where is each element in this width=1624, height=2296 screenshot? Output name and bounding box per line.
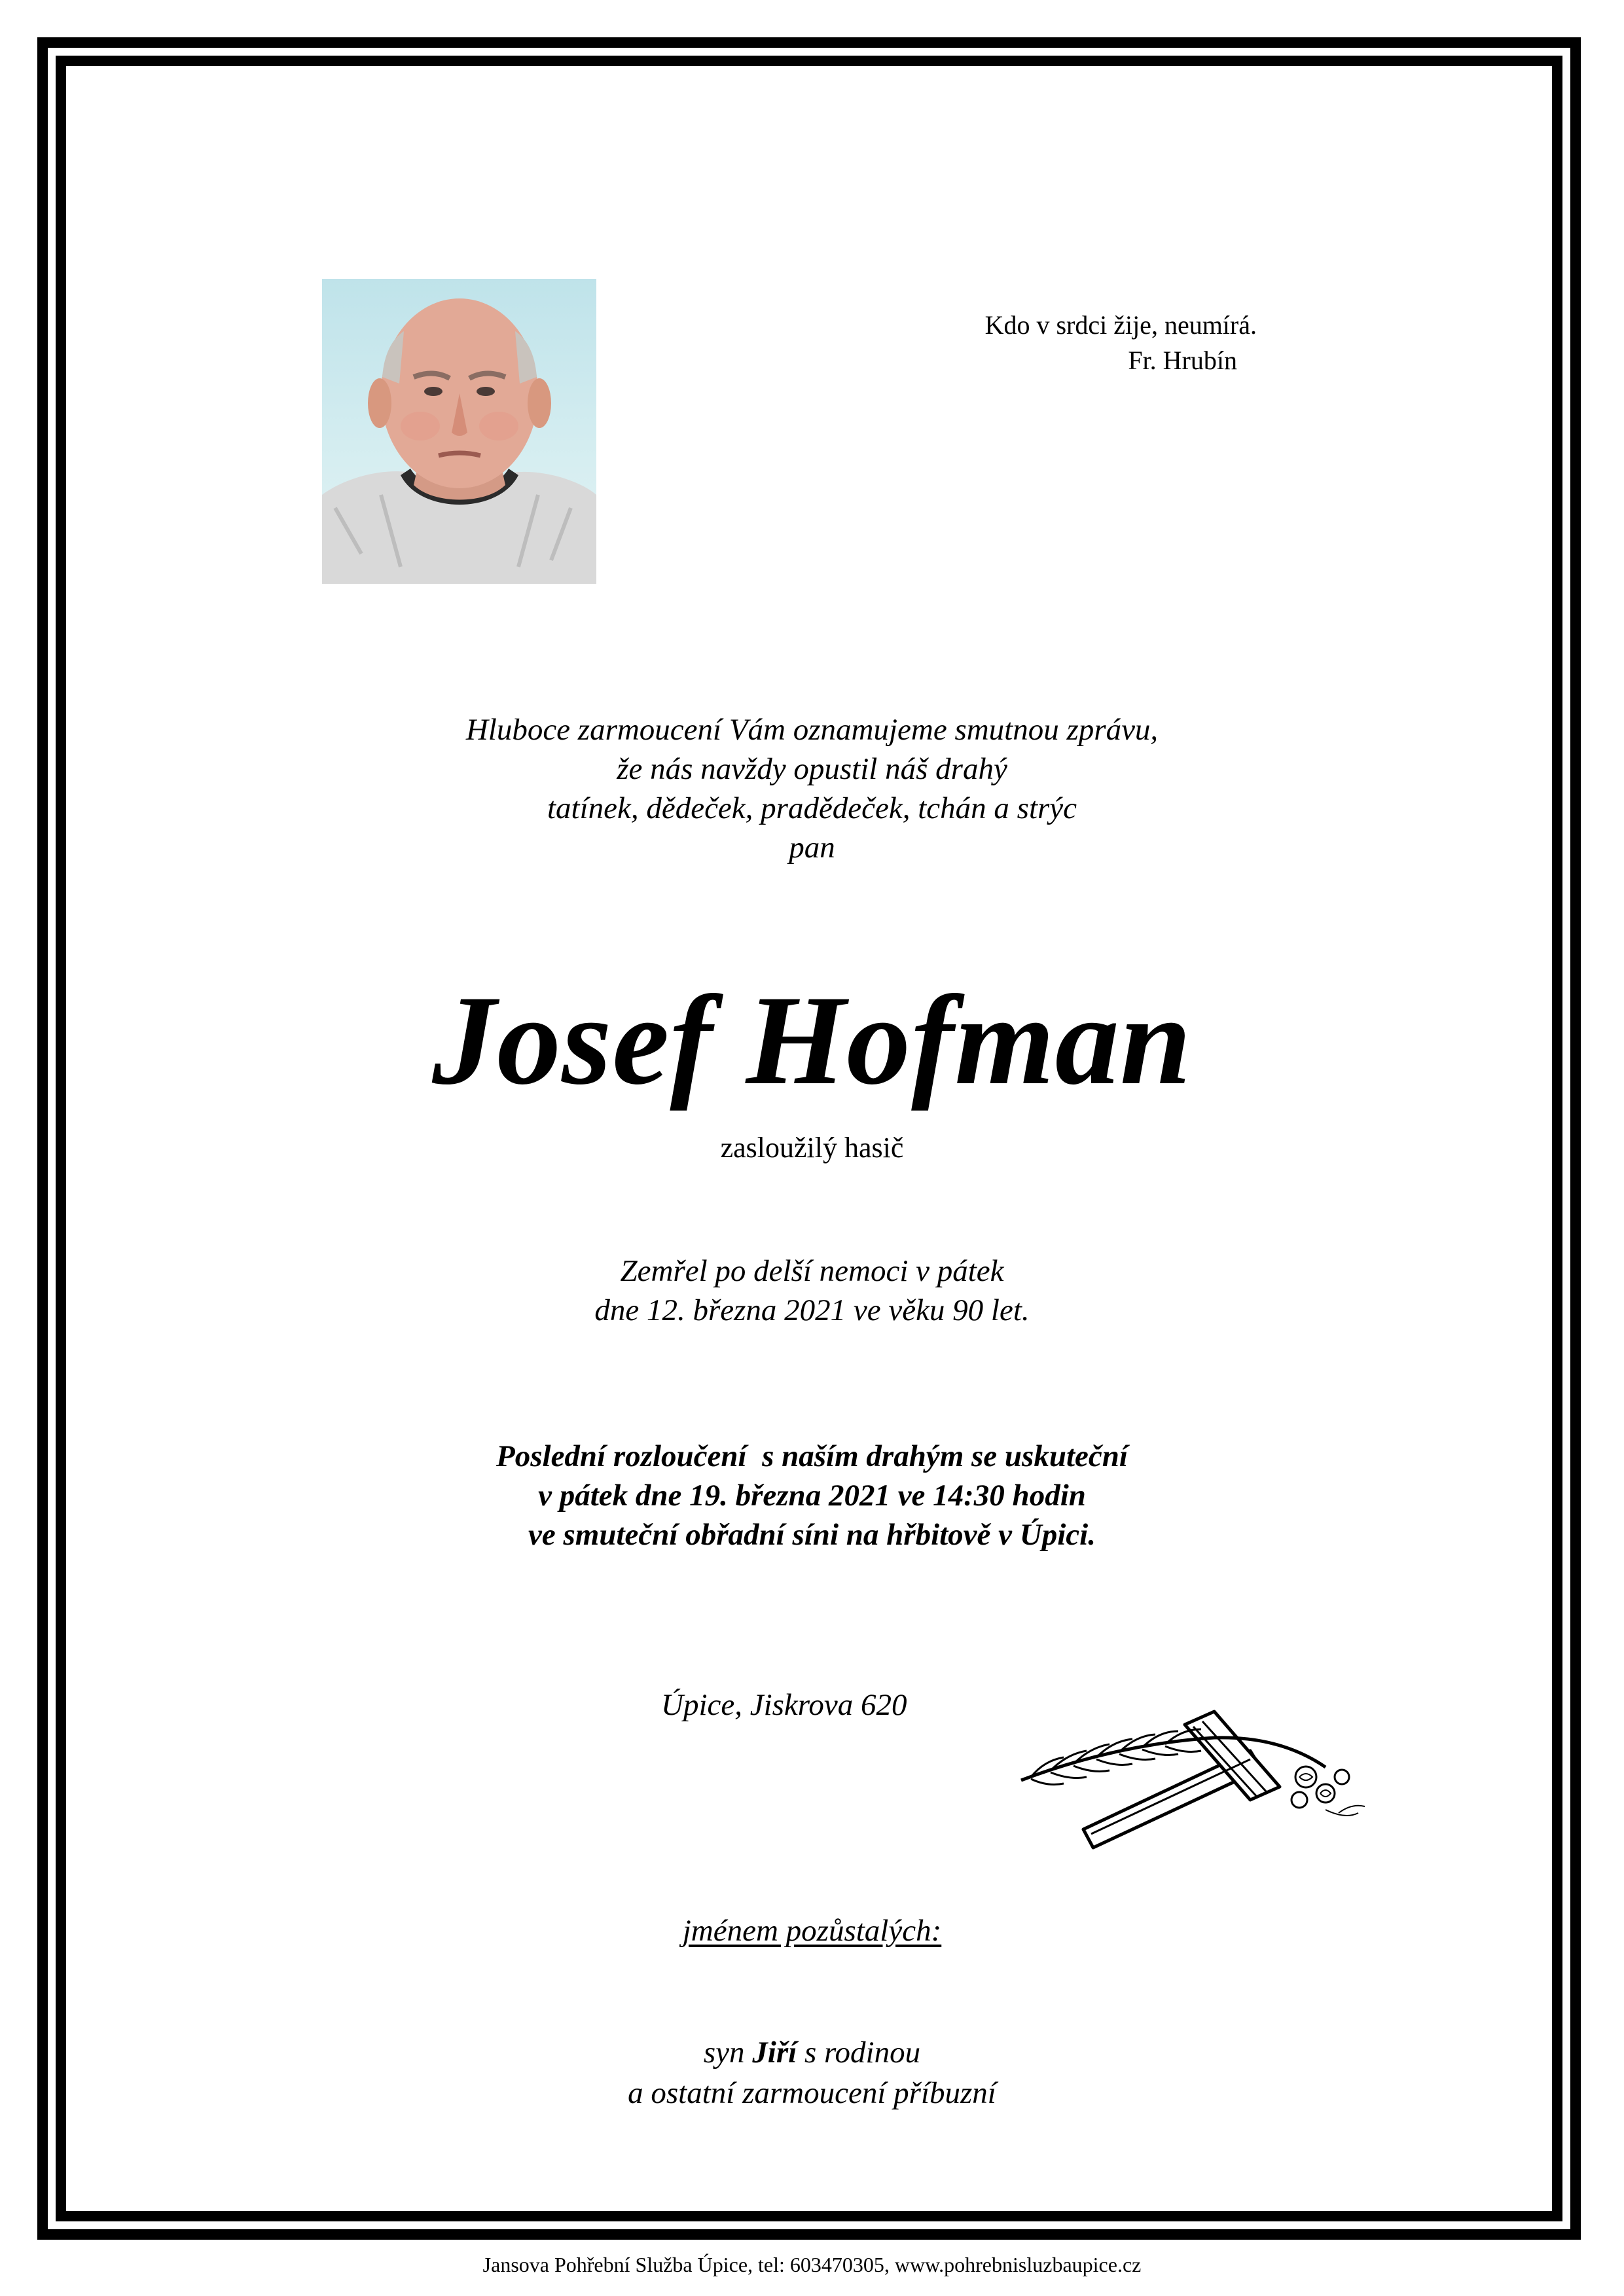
cross-with-palm-branch-icon [1018, 1689, 1371, 1852]
funeral-line: v pátek dne 19. března 2021 ve 14:30 hodin [538, 1479, 1086, 1513]
epigraph [851, 308, 1257, 378]
death-notice [0, 1251, 1624, 1330]
death-line: Zemřel po delší nemoci v pátek [620, 1254, 1004, 1288]
intro-line: Hluboce zarmoucení Vám oznamujeme smutnou zprávu, [465, 713, 1159, 747]
intro-line: pan [789, 831, 835, 865]
mourners-suffix: s rodinou [797, 2036, 921, 2070]
portrait-photo [322, 279, 596, 584]
mourners-line [0, 2032, 1624, 2073]
intro-line: tatínek, dědeček, pradědeček, tchán a strýc [547, 791, 1077, 825]
funeral-line: ve smuteční obřadní síni na hřbitově v Úpici. [528, 1518, 1096, 1552]
mourners [0, 2032, 1624, 2113]
funeral-service-footer: Jansova Pohřební Služba Úpice, tel: 603470305, www.pohrebnisluzbaupice.cz [482, 2253, 1142, 2276]
epigraph-author: Fr. Hrubín [1128, 346, 1237, 375]
funeral-details [0, 1437, 1624, 1554]
mourners-line: a ostatní zarmoucení příbuzní [628, 2076, 996, 2110]
son-name: Jiří [752, 2036, 797, 2070]
family-address: Úpice, Jiskrova 620 [661, 1688, 907, 1722]
death-line: dne 12. března 2021 ve věku 90 let. [594, 1293, 1030, 1327]
mourners-prefix: syn [703, 2036, 753, 2070]
epigraph-text: Kdo v srdci žije, neumírá. [984, 310, 1257, 340]
deceased-title: zasloužilý hasič [720, 1132, 904, 1164]
on-behalf-heading [0, 1911, 1624, 1950]
deceased-name: Josef Hofman [432, 969, 1192, 1111]
announcement-intro [0, 710, 1624, 867]
on-behalf-text: jménem pozůstalých: [682, 1914, 942, 1948]
intro-line: že nás navždy opustil náš drahý [617, 752, 1007, 786]
funeral-line: Poslední rozloučení s naším drahým se uskuteční [496, 1439, 1128, 1473]
